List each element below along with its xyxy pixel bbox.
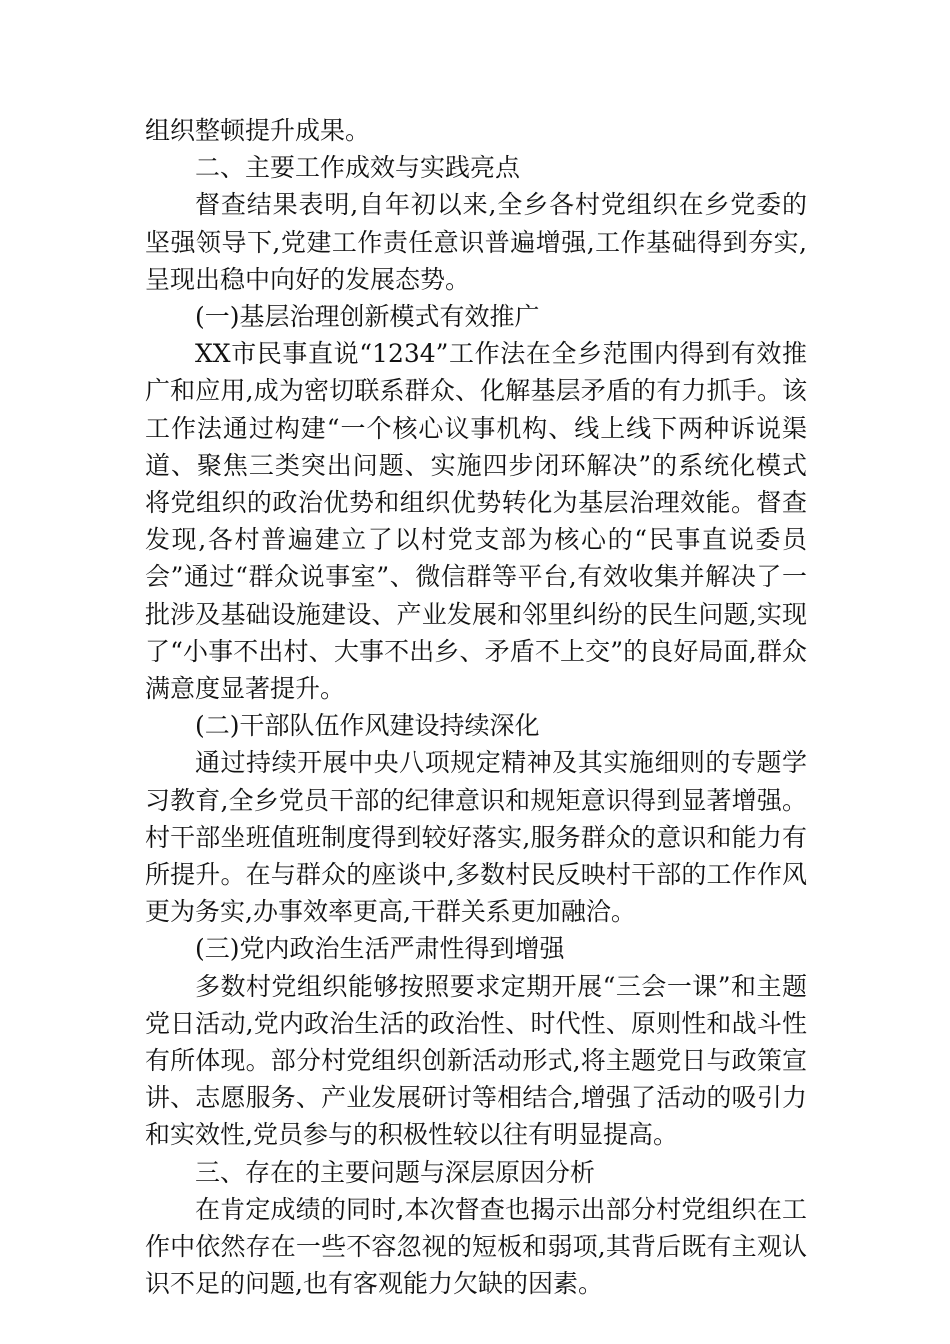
subheading-3: (三)党内政治生活严肃性得到增强 [195, 934, 565, 964]
paragraph-summary: 督查结果表明,自年初以来,全乡各村党组织在乡党委的坚强领导下,党建工作责任意识普遍增强,工作基础得到夯实,呈现出稳中向好的发展态势。 [145, 190, 807, 294]
subheading-1: (一)基层治理创新模式有效推广 [195, 302, 540, 332]
document-body [145, 112, 807, 1303]
paragraph-continuation: 组织整顿提升成果。 [145, 116, 371, 145]
paragraph-problems: 在肯定成绩的同时,本次督查也揭示出部分村党组织在工作中依然存在一些不容忽视的短板和弱项,其背后既有主观认识不足的问题,也有客观能力欠缺的因素。 [145, 1194, 807, 1299]
paragraph-party-life: 多数村党组织能够按照要求定期开展“三会一课”和主题党日活动,党内政治生活的政治性、时代性、原则性和战斗性有所体现。部分村党组织创新活动形式,将主题党日与政策宣讲、志愿服务、产业发展研讨等相结合,增强了活动的吸引力和实效性,党员参与的积极性较以往有明显提高。 [145, 971, 807, 1150]
section-heading-2: 二、主要工作成效与实践亮点 [195, 153, 521, 183]
section-heading-3: 三、存在的主要问题与深层原因分析 [195, 1157, 596, 1187]
subheading-2: (二)干部队伍作风建设持续深化 [195, 711, 540, 741]
paragraph-governance: XX市民事直说“1234”工作法在全乡范围内得到有效推广和应用,成为密切联系群众、化解基层矛盾的有力抓手。该工作法通过构建“一个核心议事机构、线上线下两种诉说渠道、聚焦三类突出问题、实施四步闭环解决”的系统化模式将党组织的政治优势和组织优势转化为基层治理效能。督查发现,各村普遍建立了以村党支部为核心的“民事直说委员会”通过“群众说事室”、微信群等平台,有效收集并解决了一批涉及基础设施建设、产业发展和邻里纠纷的民生问题,实现了“小事不出村、大事不出乡、矛盾不上交”的良好局面,群众满意度显著提升。 [145, 339, 807, 704]
paragraph-cadre-style: 通过持续开展中央八项规定精神及其实施细则的专题学习教育,全乡党员干部的纪律意识和规矩意识得到显著增强。村干部坐班值班制度得到较好落实,服务群众的意识和能力有所提升。在与群众的座谈中,多数村民反映村干部的工作作风更为务实,办事效率更高,干群关系更加融洽。 [145, 748, 807, 927]
